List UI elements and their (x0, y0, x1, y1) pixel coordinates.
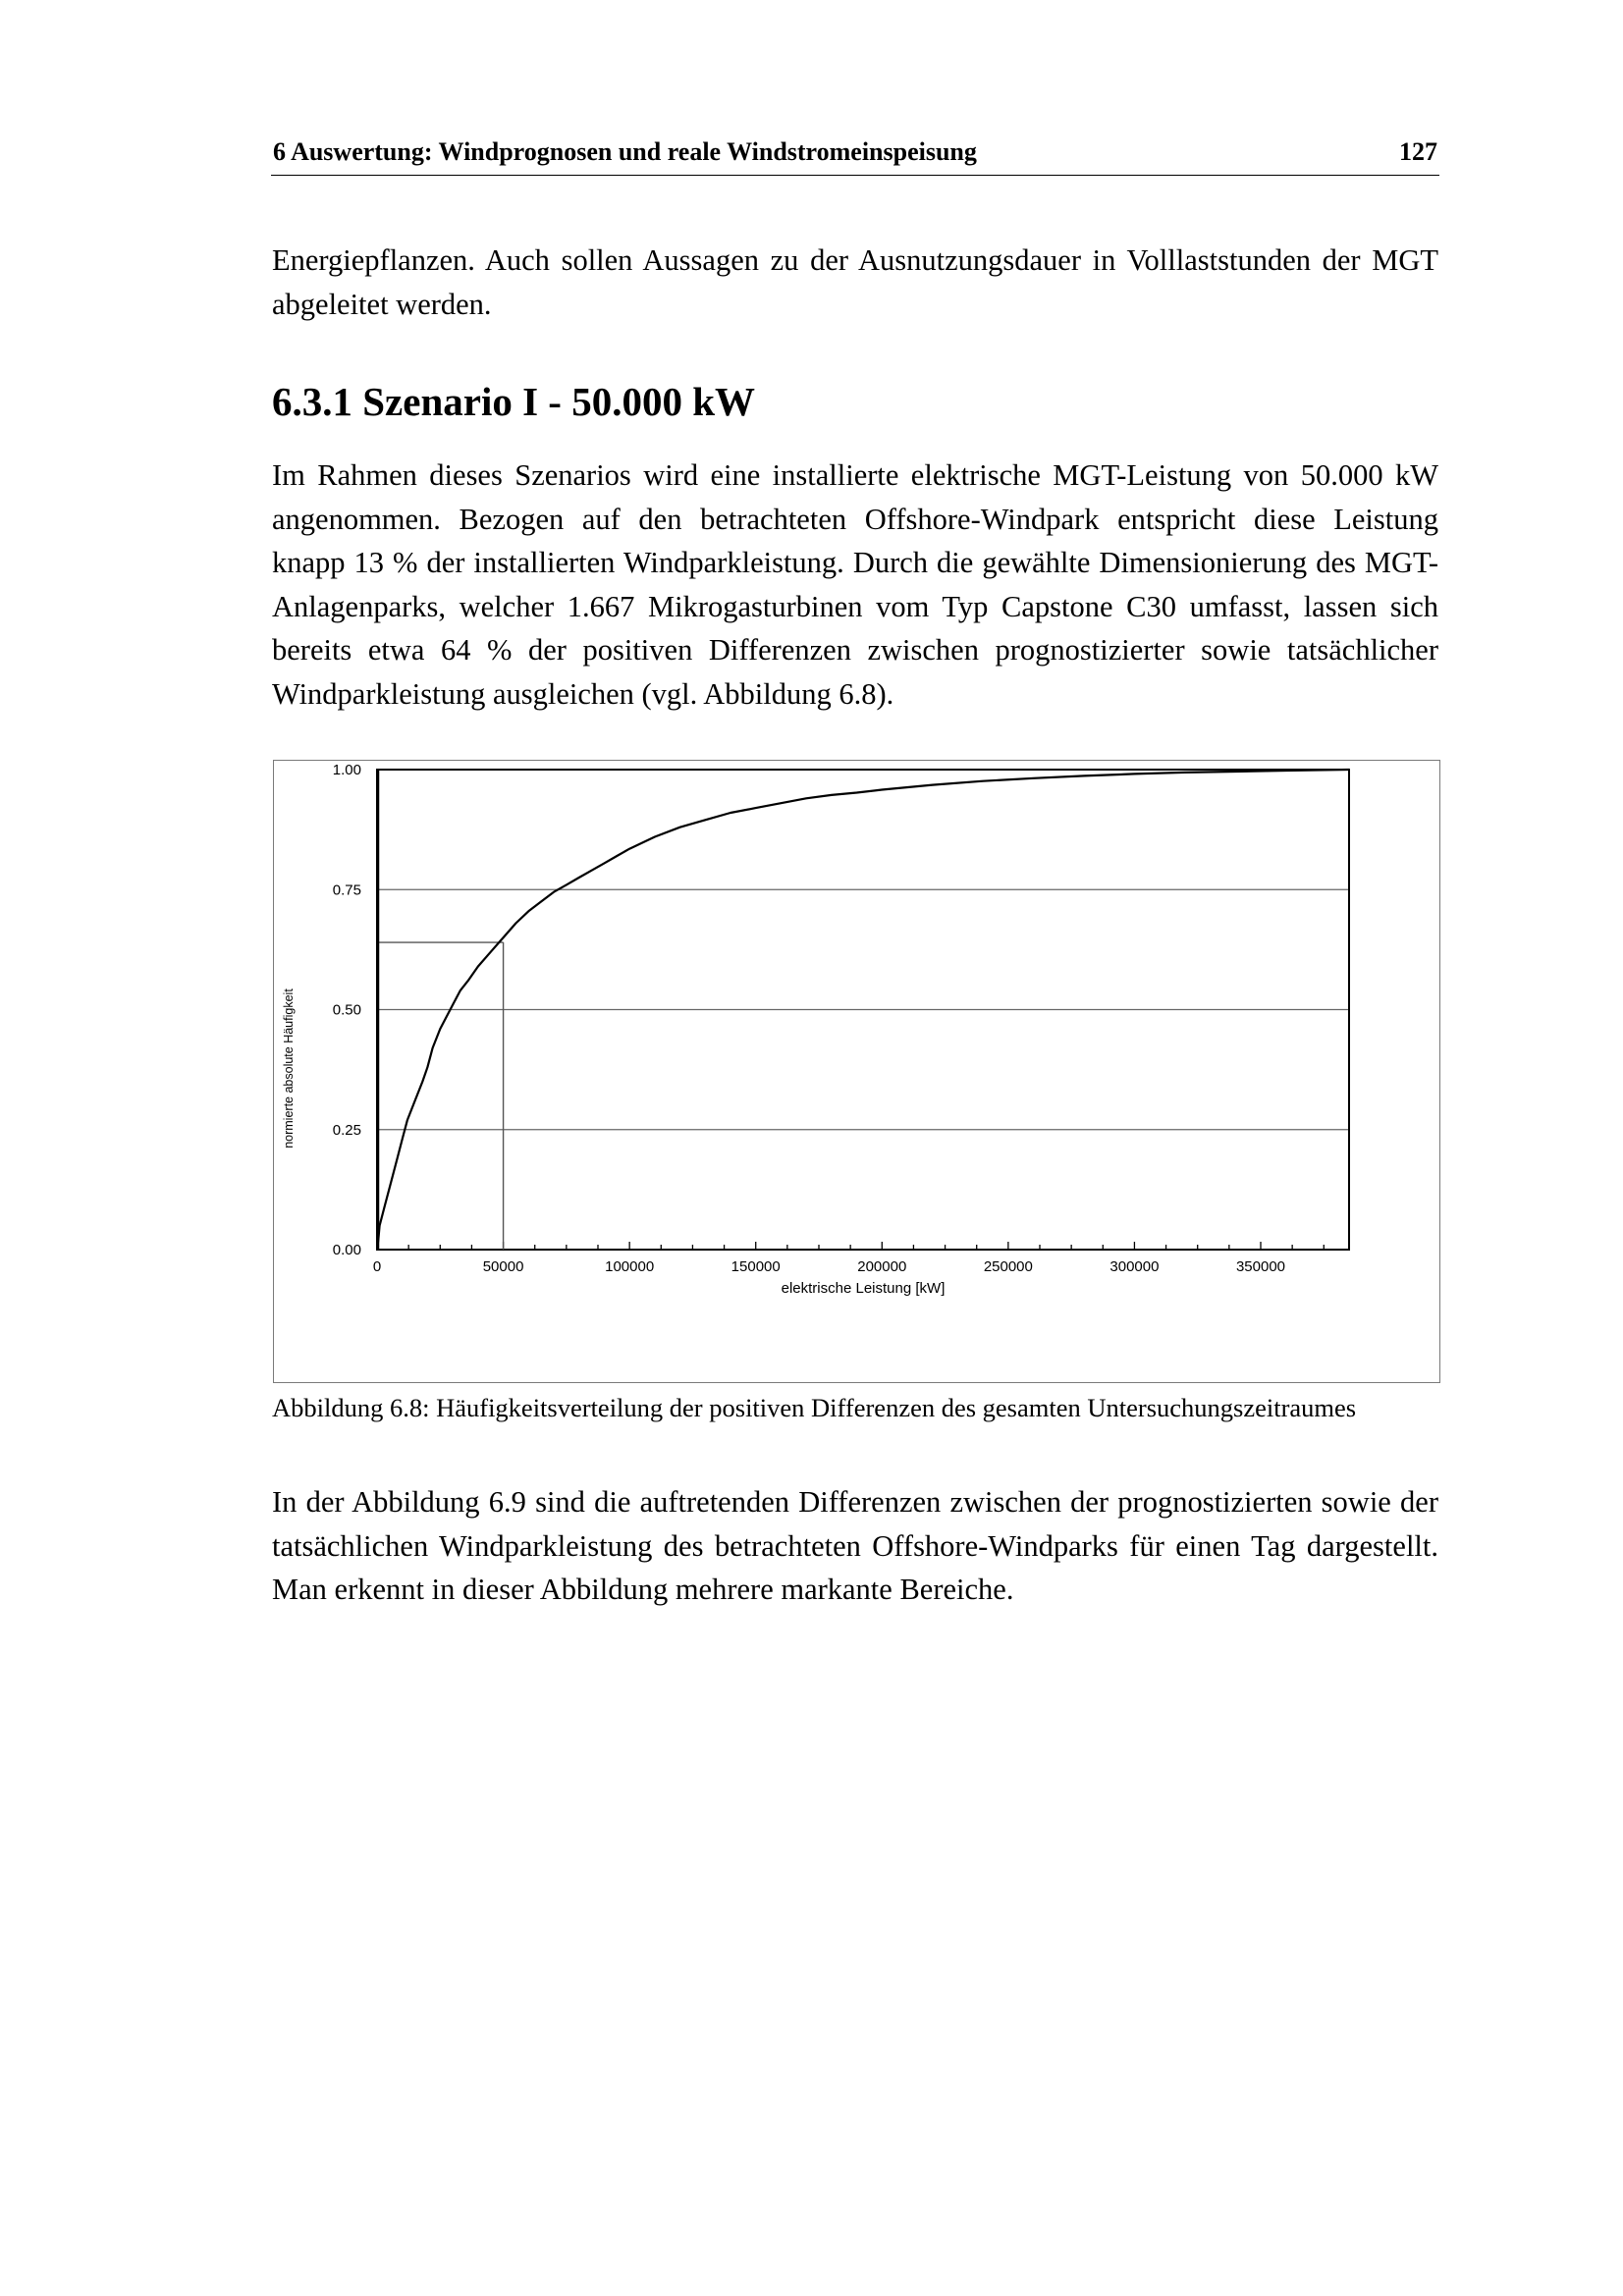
x-tick-label: 300000 (1109, 1258, 1160, 1275)
x-tick-label: 200000 (857, 1258, 907, 1275)
running-header-title: 6 Auswertung: Windprognosen und reale Windstromeinspeisung (273, 137, 977, 166)
cumulative-frequency-chart (273, 760, 1440, 1383)
y-tick-label: 0.25 (332, 1121, 361, 1139)
text-line: knapp 13 % der installierten Windparkleistung. Durch die gewählte Dimensionierung des MGT- (272, 546, 1438, 579)
y-axis-label: normierte absolute Häufigkeit (282, 988, 296, 1148)
y-tick-label: 0.75 (332, 881, 361, 899)
text-line: Windparkleistung ausgleichen (vgl. Abbildung 6.8). (272, 676, 894, 711)
text-line: In der Abbildung 6.9 sind die auftretenden Differenzen zwischen der prognostizierten sowie der (272, 1485, 1438, 1519)
y-tick-label: 0.00 (332, 1242, 361, 1258)
x-tick-label: 250000 (983, 1258, 1033, 1275)
text-line: Anlagenparks, welcher 1.667 Mikrogasturbinen vom Typ Capstone C30 umfasst, lassen sich (272, 589, 1438, 623)
followup-paragraph (272, 1480, 1438, 1612)
text-line: bereits etwa 64 % der positiven Differenzen zwischen prognostizierter sowie tatsächlicher (272, 633, 1438, 667)
y-tick-label: 0.50 (332, 1001, 361, 1019)
text-line: angenommen. Bezogen auf den betrachteten Offshore-Windpark entspricht diese Leistung (272, 502, 1438, 536)
text-line: Man erkennt in dieser Abbildung mehrere markante Bereiche. (272, 1573, 1014, 1606)
x-tick-label: 100000 (605, 1258, 655, 1275)
section-heading: 6.3.1 Szenario I - 50.000 kW (272, 379, 755, 424)
x-tick-label: 150000 (730, 1258, 781, 1275)
running-header (271, 135, 1439, 176)
text-line: Im Rahmen dieses Szenarios wird eine installierte elektrische MGT-Leistung von 50.000 kW (272, 458, 1438, 492)
figure-caption: Abbildung 6.8: Häufigkeitsverteilung der positiven Differenzen des gesamten Untersuchungszeitraumes (272, 1393, 1357, 1422)
scenario-paragraph (272, 454, 1438, 716)
x-tick-label: 50000 (482, 1258, 524, 1275)
intro-paragraph (272, 239, 1438, 326)
page-number: 127 (1399, 137, 1437, 166)
x-tick-label: 350000 (1235, 1258, 1286, 1275)
text-line: tatsächlichen Windparkleistung des betrachteten Offshore-Windparks für einen Tag dargestellt. (272, 1528, 1438, 1563)
y-tick-label: 1.00 (332, 762, 361, 778)
text-line: abgeleitet werden. (272, 287, 492, 321)
text-line: Energiepflanzen. Auch sollen Aussagen zu der Ausnutzungsdauer in Volllaststunden der MGT (272, 243, 1438, 277)
x-axis-label: elektrische Leistung [kW] (781, 1280, 946, 1297)
x-tick-label: 0 (372, 1258, 382, 1275)
